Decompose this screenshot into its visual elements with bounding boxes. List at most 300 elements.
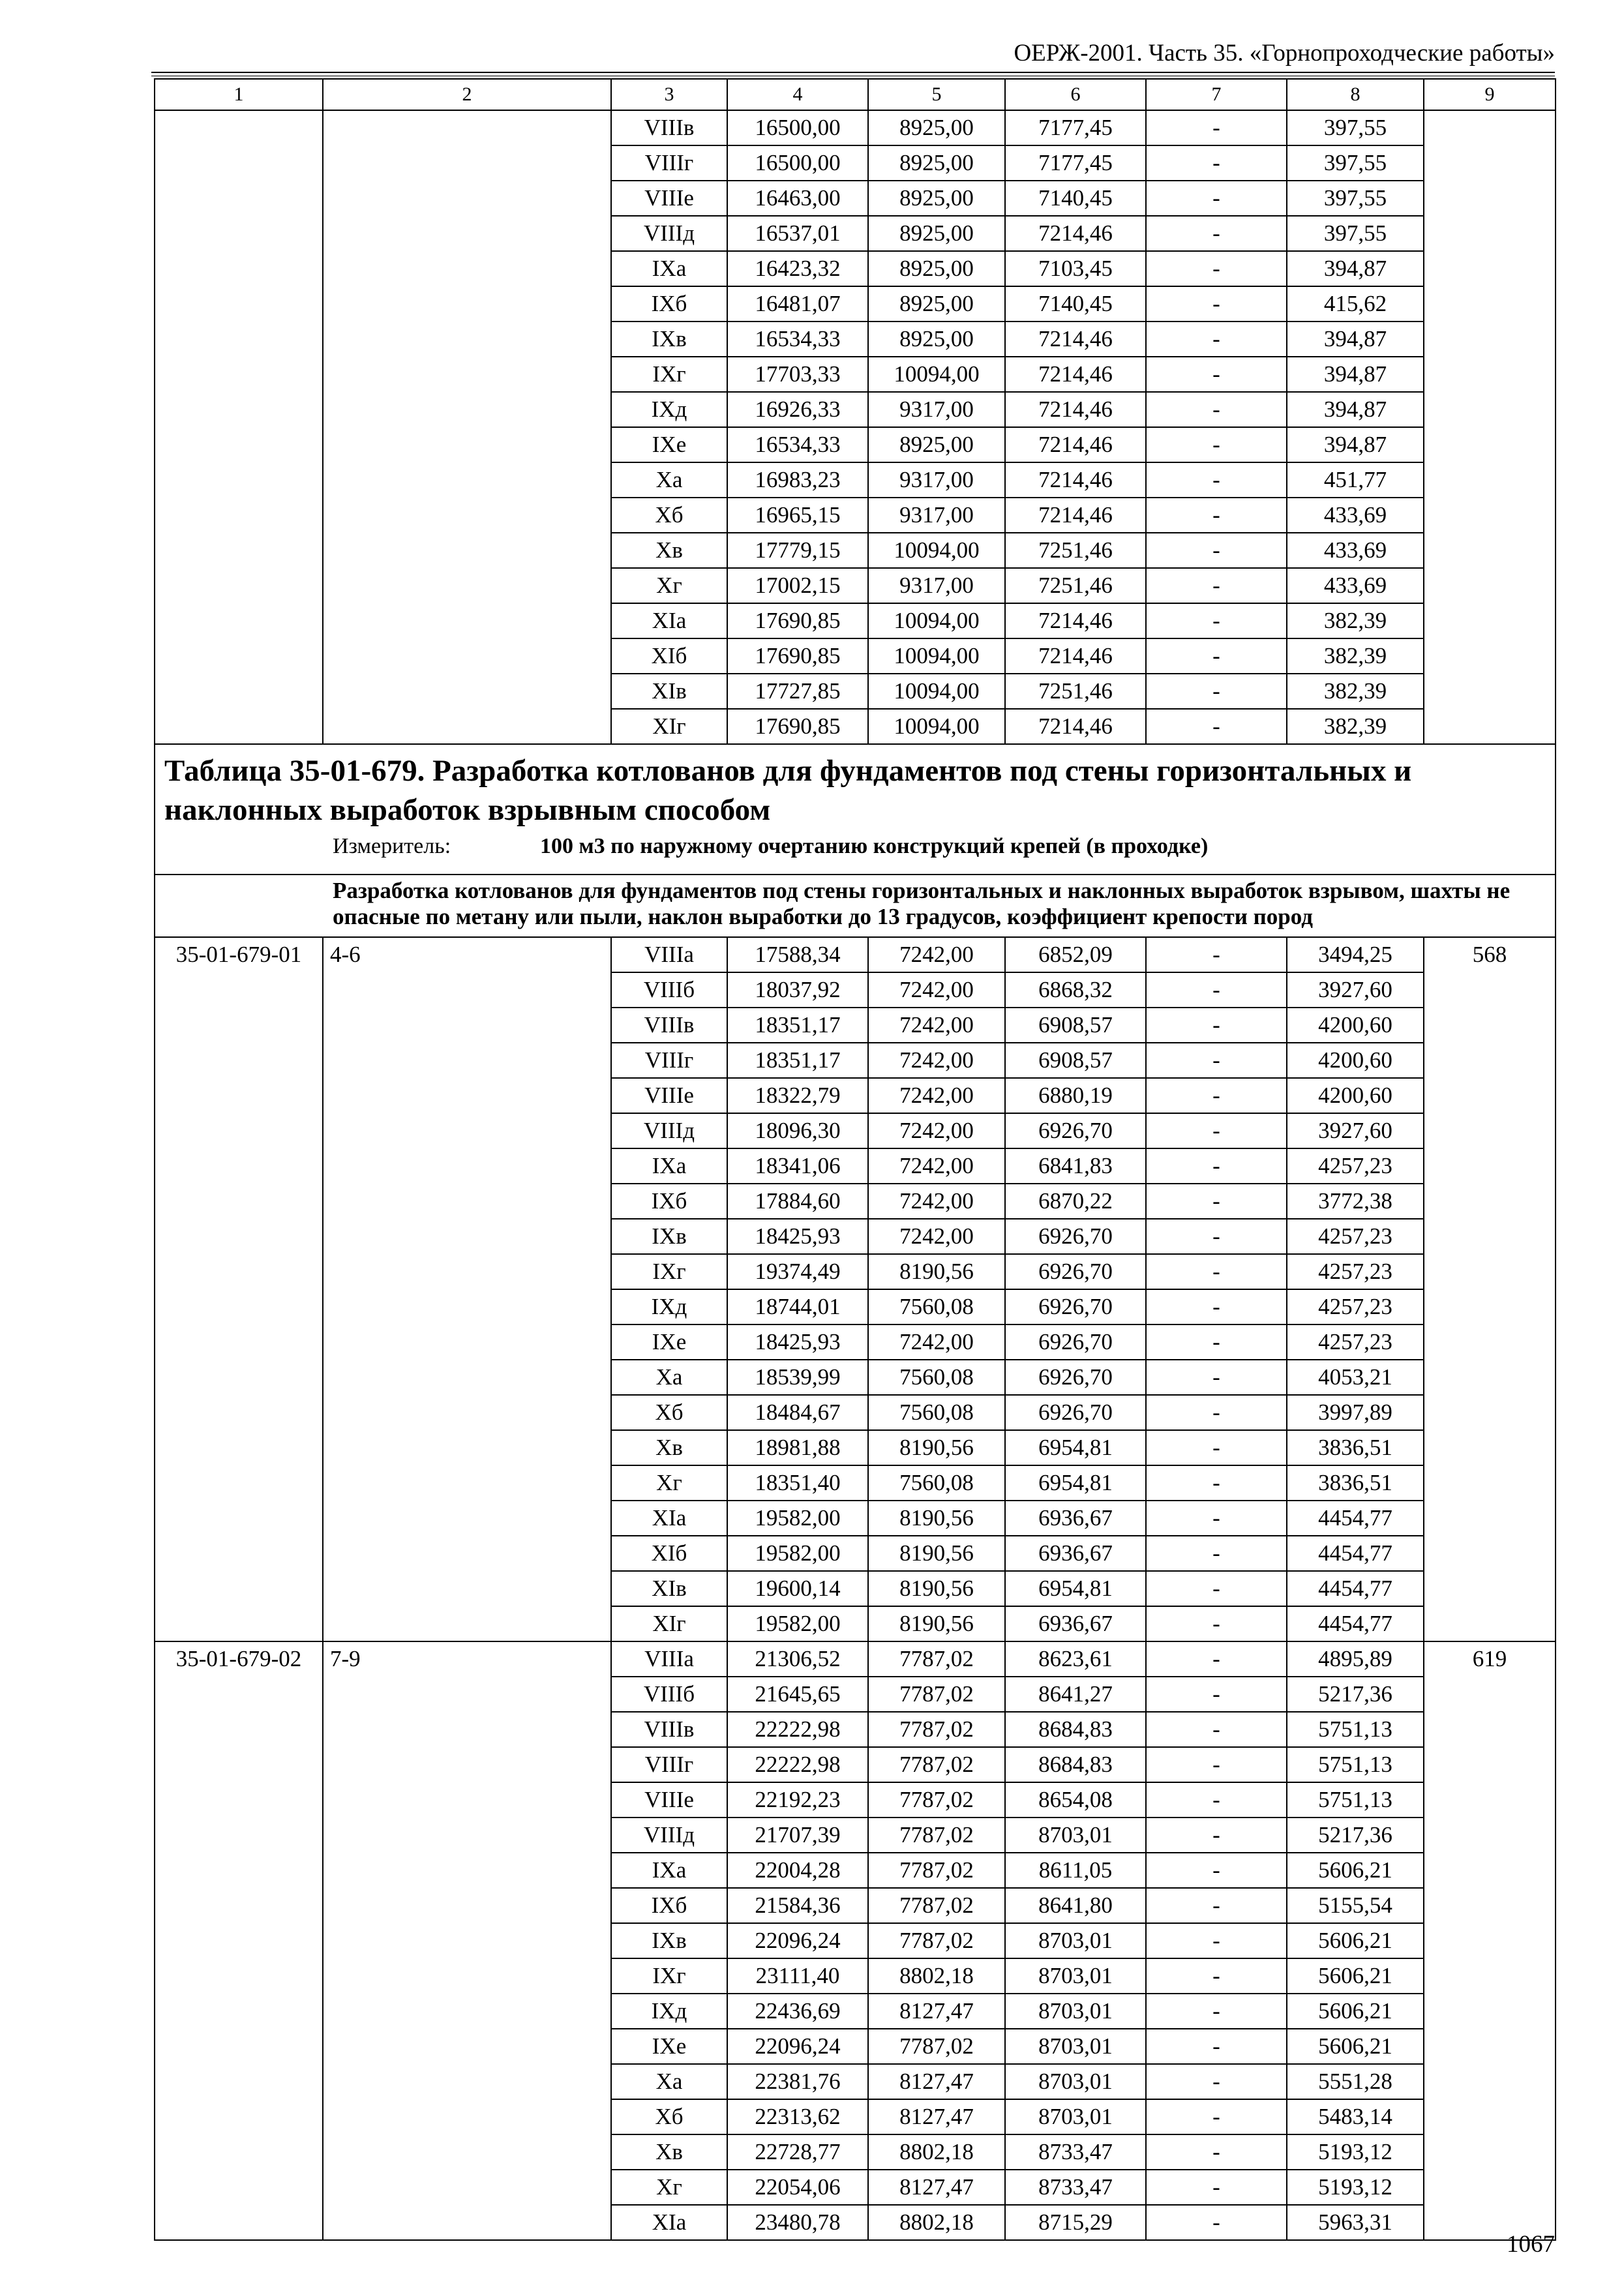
value-cell: 7242,00 xyxy=(868,1219,1005,1254)
value-cell: - xyxy=(1146,1078,1287,1113)
column-number-cell: 7 xyxy=(1146,79,1287,110)
value-cell: - xyxy=(1146,2134,1287,2170)
value-cell: 4257,23 xyxy=(1287,1254,1424,1289)
value-cell: 3997,89 xyxy=(1287,1395,1424,1430)
page-number: 1067 xyxy=(1507,2231,1555,2258)
value-cell: 451,77 xyxy=(1287,462,1424,498)
rock-category-cell: IXе xyxy=(611,427,727,462)
value-cell: - xyxy=(1146,2029,1287,2064)
value-cell: 5217,36 xyxy=(1287,1818,1424,1853)
column-number-cell: 1 xyxy=(155,79,323,110)
rate-code-cell: 35-01-679-02 xyxy=(155,1641,323,2240)
rock-category-cell: IXг xyxy=(611,357,727,392)
column-number-cell: 2 xyxy=(323,79,611,110)
value-cell: 4454,77 xyxy=(1287,1536,1424,1571)
rock-category-cell: XIв xyxy=(611,1571,727,1606)
rock-category-cell: IXб xyxy=(611,1184,727,1219)
value-cell: 18425,93 xyxy=(727,1219,868,1254)
value-cell: - xyxy=(1146,1043,1287,1078)
rock-category-cell: IXа xyxy=(611,1853,727,1888)
value-cell: - xyxy=(1146,1958,1287,1994)
value-cell: 5963,31 xyxy=(1287,2205,1424,2240)
value-cell: 7214,46 xyxy=(1005,392,1146,427)
value-cell: - xyxy=(1146,216,1287,251)
rock-category-cell: IXа xyxy=(611,251,727,286)
value-cell: 22222,98 xyxy=(727,1747,868,1782)
value-cell: 394,87 xyxy=(1287,357,1424,392)
value-cell: 22313,62 xyxy=(727,2099,868,2134)
column-number-cell: 4 xyxy=(727,79,868,110)
value-cell: - xyxy=(1146,251,1287,286)
value-cell: 6852,09 xyxy=(1005,937,1146,972)
rock-category-cell: VIIIе xyxy=(611,181,727,216)
value-cell: 23480,78 xyxy=(727,2205,868,2240)
value-cell: 3927,60 xyxy=(1287,972,1424,1008)
value-cell: 10094,00 xyxy=(868,533,1005,568)
rock-category-cell: Xб xyxy=(611,1395,727,1430)
value-cell: - xyxy=(1146,1465,1287,1501)
rock-category-cell: Xа xyxy=(611,2064,727,2099)
rock-hardness-range-cell: 7-9 xyxy=(323,1641,611,2240)
value-cell: 18037,92 xyxy=(727,972,868,1008)
rock-category-cell: VIIIб xyxy=(611,1677,727,1712)
value-cell: 7214,46 xyxy=(1005,462,1146,498)
value-cell: 6926,70 xyxy=(1005,1395,1146,1430)
value-cell: 10094,00 xyxy=(868,357,1005,392)
value-cell: 7140,45 xyxy=(1005,286,1146,322)
value-cell: - xyxy=(1146,1994,1287,2029)
value-cell: - xyxy=(1146,286,1287,322)
work-description: Разработка котлованов для фундаментов под стены горизонтальных и наклонных выработок взрывом, шахты не опасные по метану или пыли, наклон выработки до 13 градусов, коэффициент крепости пород xyxy=(155,875,1556,937)
value-cell: 8190,56 xyxy=(868,1606,1005,1641)
value-cell: 17703,33 xyxy=(727,357,868,392)
value-cell: 7787,02 xyxy=(868,1747,1005,1782)
value-cell: - xyxy=(1146,568,1287,603)
rock-category-cell: Xа xyxy=(611,1360,727,1395)
value-cell: 397,55 xyxy=(1287,216,1424,251)
value-cell: 22436,69 xyxy=(727,1994,868,2029)
value-cell: - xyxy=(1146,2170,1287,2205)
value-cell: 5606,21 xyxy=(1287,2029,1424,2064)
value-cell: 7787,02 xyxy=(868,1853,1005,1888)
rates-table-body xyxy=(155,79,1556,2240)
value-cell: 7560,08 xyxy=(868,1360,1005,1395)
rock-category-cell: VIIIг xyxy=(611,1747,727,1782)
value-cell: 17690,85 xyxy=(727,709,868,744)
rock-category-cell: IXб xyxy=(611,1888,727,1923)
table-row xyxy=(155,110,1556,145)
value-cell: 9317,00 xyxy=(868,462,1005,498)
value-cell: - xyxy=(1146,1289,1287,1324)
value-cell: 8654,08 xyxy=(1005,1782,1146,1818)
value-cell: 4200,60 xyxy=(1287,1008,1424,1043)
value-cell: 5751,13 xyxy=(1287,1782,1424,1818)
value-cell: - xyxy=(1146,1184,1287,1219)
value-cell: - xyxy=(1146,2099,1287,2134)
value-cell: - xyxy=(1146,1818,1287,1853)
value-cell: 8925,00 xyxy=(868,216,1005,251)
value-cell: 21645,65 xyxy=(727,1677,868,1712)
value-cell: 16463,00 xyxy=(727,181,868,216)
rock-category-cell: IXд xyxy=(611,1289,727,1324)
value-cell: 22096,24 xyxy=(727,2029,868,2064)
value-cell: 6954,81 xyxy=(1005,1430,1146,1465)
rock-hardness-range-cell: 4-6 xyxy=(323,937,611,1641)
value-cell: 16926,33 xyxy=(727,392,868,427)
value-cell: 4454,77 xyxy=(1287,1501,1424,1536)
continuation-code-cell xyxy=(155,110,323,744)
value-cell: 22096,24 xyxy=(727,1923,868,1958)
value-cell: 16965,15 xyxy=(727,498,868,533)
meter-line xyxy=(164,832,1546,861)
value-cell: 8190,56 xyxy=(868,1254,1005,1289)
value-cell: 22222,98 xyxy=(727,1712,868,1747)
value-cell: 7242,00 xyxy=(868,1184,1005,1219)
value-cell: 6936,67 xyxy=(1005,1536,1146,1571)
value-cell: 8802,18 xyxy=(868,2134,1005,2170)
rock-category-cell: XIб xyxy=(611,638,727,674)
value-cell: 7560,08 xyxy=(868,1289,1005,1324)
value-cell: 4200,60 xyxy=(1287,1043,1424,1078)
rock-category-cell: VIIIв xyxy=(611,1008,727,1043)
value-cell: 415,62 xyxy=(1287,286,1424,322)
value-cell: 433,69 xyxy=(1287,568,1424,603)
value-cell: - xyxy=(1146,638,1287,674)
value-cell: 3772,38 xyxy=(1287,1184,1424,1219)
rock-category-cell: Xб xyxy=(611,2099,727,2134)
value-cell: - xyxy=(1146,603,1287,638)
value-cell: 7214,46 xyxy=(1005,427,1146,462)
rock-category-cell: XIв xyxy=(611,674,727,709)
value-cell: 394,87 xyxy=(1287,427,1424,462)
value-cell: 19374,49 xyxy=(727,1254,868,1289)
value-cell: 8190,56 xyxy=(868,1501,1005,1536)
value-cell: 7242,00 xyxy=(868,1078,1005,1113)
column-number-cell: 8 xyxy=(1287,79,1424,110)
table-title: Таблица 35-01-679. Разработка котлованов для фундаментов под стены горизонтальных и наклонных выработок взрывным способом xyxy=(164,754,1412,827)
value-cell: 6880,19 xyxy=(1005,1078,1146,1113)
value-cell: 8190,56 xyxy=(868,1430,1005,1465)
value-cell: - xyxy=(1146,709,1287,744)
value-cell: - xyxy=(1146,2064,1287,2099)
value-cell: - xyxy=(1146,498,1287,533)
value-cell: 7251,46 xyxy=(1005,674,1146,709)
value-cell: 10094,00 xyxy=(868,674,1005,709)
value-cell: - xyxy=(1146,533,1287,568)
value-cell: 433,69 xyxy=(1287,498,1424,533)
rock-category-cell: XIа xyxy=(611,2205,727,2240)
rock-category-cell: IXе xyxy=(611,1324,727,1360)
value-cell: 23111,40 xyxy=(727,1958,868,1994)
value-cell: - xyxy=(1146,937,1287,972)
table-title-block xyxy=(155,744,1556,875)
value-cell: 6908,57 xyxy=(1005,1043,1146,1078)
value-cell: 16500,00 xyxy=(727,110,868,145)
value-cell: 5751,13 xyxy=(1287,1747,1424,1782)
value-cell: 6926,70 xyxy=(1005,1219,1146,1254)
column-number-cell: 3 xyxy=(611,79,727,110)
value-cell: 7787,02 xyxy=(868,1641,1005,1677)
value-cell: 17884,60 xyxy=(727,1184,868,1219)
value-cell: 7214,46 xyxy=(1005,603,1146,638)
rock-category-cell: Xг xyxy=(611,568,727,603)
value-cell: 5606,21 xyxy=(1287,1853,1424,1888)
value-cell: 16534,33 xyxy=(727,427,868,462)
meter-label: Измеритель: xyxy=(333,834,451,858)
value-cell: - xyxy=(1146,1324,1287,1360)
rock-category-cell: IXв xyxy=(611,1923,727,1958)
value-cell: 4200,60 xyxy=(1287,1078,1424,1113)
value-cell: 21584,36 xyxy=(727,1888,868,1923)
value-cell: - xyxy=(1146,2205,1287,2240)
rock-category-cell: Xг xyxy=(611,2170,727,2205)
value-cell: 8703,01 xyxy=(1005,1958,1146,1994)
value-cell: 7560,08 xyxy=(868,1465,1005,1501)
value-cell: 397,55 xyxy=(1287,181,1424,216)
value-cell: - xyxy=(1146,427,1287,462)
value-cell: 7177,45 xyxy=(1005,110,1146,145)
value-cell: - xyxy=(1146,1148,1287,1184)
value-cell: 8703,01 xyxy=(1005,1818,1146,1853)
rock-category-cell: IXе xyxy=(611,2029,727,2064)
value-cell: 19582,00 xyxy=(727,1501,868,1536)
rock-category-cell: IXг xyxy=(611,1958,727,1994)
value-cell: 8733,47 xyxy=(1005,2170,1146,2205)
value-cell: - xyxy=(1146,674,1287,709)
table-row xyxy=(155,937,1556,972)
value-cell: 5483,14 xyxy=(1287,2099,1424,2134)
value-cell: 397,55 xyxy=(1287,145,1424,181)
value-cell: 4895,89 xyxy=(1287,1641,1424,1677)
description-row xyxy=(155,875,1556,937)
rock-category-cell: Xа xyxy=(611,462,727,498)
column-number-cell: 6 xyxy=(1005,79,1146,110)
value-cell: 5155,54 xyxy=(1287,1888,1424,1923)
value-cell: 8641,27 xyxy=(1005,1677,1146,1712)
value-cell: 22192,23 xyxy=(727,1782,868,1818)
value-cell: - xyxy=(1146,181,1287,216)
value-cell: 7787,02 xyxy=(868,1923,1005,1958)
value-cell: 18981,88 xyxy=(727,1430,868,1465)
value-cell: 9317,00 xyxy=(868,568,1005,603)
value-cell: 3494,25 xyxy=(1287,937,1424,972)
rock-category-cell: XIа xyxy=(611,1501,727,1536)
value-cell: - xyxy=(1146,1571,1287,1606)
value-cell: - xyxy=(1146,1430,1287,1465)
column-number-row xyxy=(155,79,1556,110)
col9-value-cell: 619 xyxy=(1424,1641,1556,2240)
rock-category-cell: VIIIа xyxy=(611,1641,727,1677)
rates-table xyxy=(154,78,1556,2241)
rock-category-cell: Xв xyxy=(611,1430,727,1465)
value-cell: - xyxy=(1146,1536,1287,1571)
value-cell: 18744,01 xyxy=(727,1289,868,1324)
value-cell: 8127,47 xyxy=(868,2170,1005,2205)
value-cell: 8733,47 xyxy=(1005,2134,1146,2170)
value-cell: 6926,70 xyxy=(1005,1324,1146,1360)
rock-category-cell: VIIIе xyxy=(611,1078,727,1113)
value-cell: 6954,81 xyxy=(1005,1571,1146,1606)
value-cell: 5606,21 xyxy=(1287,1958,1424,1994)
value-cell: 8715,29 xyxy=(1005,2205,1146,2240)
value-cell: 5606,21 xyxy=(1287,1994,1424,2029)
value-cell: 22004,28 xyxy=(727,1853,868,1888)
value-cell: 8925,00 xyxy=(868,145,1005,181)
rock-category-cell: VIIIб xyxy=(611,972,727,1008)
value-cell: 17779,15 xyxy=(727,533,868,568)
value-cell: 8925,00 xyxy=(868,286,1005,322)
rock-category-cell: IXв xyxy=(611,322,727,357)
value-cell: 5193,12 xyxy=(1287,2134,1424,2170)
value-cell: 18351,17 xyxy=(727,1043,868,1078)
value-cell: - xyxy=(1146,1606,1287,1641)
value-cell: - xyxy=(1146,1677,1287,1712)
value-cell: 8641,80 xyxy=(1005,1888,1146,1923)
value-cell: 17690,85 xyxy=(727,603,868,638)
column-number-cell: 9 xyxy=(1424,79,1556,110)
value-cell: 8925,00 xyxy=(868,181,1005,216)
value-cell: 8703,01 xyxy=(1005,2064,1146,2099)
value-cell: - xyxy=(1146,1888,1287,1923)
value-cell: 7103,45 xyxy=(1005,251,1146,286)
continuation-range-cell xyxy=(323,110,611,744)
value-cell: 394,87 xyxy=(1287,251,1424,286)
value-cell: 19600,14 xyxy=(727,1571,868,1606)
value-cell: 7214,46 xyxy=(1005,216,1146,251)
rock-category-cell: VIIIг xyxy=(611,145,727,181)
value-cell: - xyxy=(1146,1923,1287,1958)
rock-category-cell: IXв xyxy=(611,1219,727,1254)
value-cell: - xyxy=(1146,392,1287,427)
value-cell: 6841,83 xyxy=(1005,1148,1146,1184)
value-cell: 6926,70 xyxy=(1005,1360,1146,1395)
value-cell: 8703,01 xyxy=(1005,1923,1146,1958)
value-cell: 8802,18 xyxy=(868,1958,1005,1994)
value-cell: 7214,46 xyxy=(1005,709,1146,744)
value-cell: 8802,18 xyxy=(868,2205,1005,2240)
value-cell: 5606,21 xyxy=(1287,1923,1424,1958)
table-title-row xyxy=(155,744,1556,875)
value-cell: 3836,51 xyxy=(1287,1430,1424,1465)
running-header: ОЕРЖ-2001. Часть 35. «Горнопроходческие работы» xyxy=(1014,40,1555,67)
value-cell: 6926,70 xyxy=(1005,1254,1146,1289)
rock-category-cell: XIб xyxy=(611,1536,727,1571)
rock-category-cell: IXд xyxy=(611,392,727,427)
value-cell: 7787,02 xyxy=(868,1712,1005,1747)
rock-category-cell: VIIIд xyxy=(611,216,727,251)
value-cell: 8611,05 xyxy=(1005,1853,1146,1888)
value-cell: 7251,46 xyxy=(1005,568,1146,603)
value-cell: 382,39 xyxy=(1287,674,1424,709)
value-cell: 7242,00 xyxy=(868,1043,1005,1078)
value-cell: - xyxy=(1146,1219,1287,1254)
value-cell: - xyxy=(1146,1747,1287,1782)
value-cell: 7560,08 xyxy=(868,1395,1005,1430)
value-cell: 3927,60 xyxy=(1287,1113,1424,1148)
value-cell: 22381,76 xyxy=(727,2064,868,2099)
value-cell: 18484,67 xyxy=(727,1395,868,1430)
value-cell: - xyxy=(1146,1782,1287,1818)
value-cell: 19582,00 xyxy=(727,1536,868,1571)
value-cell: - xyxy=(1146,145,1287,181)
value-cell: 8190,56 xyxy=(868,1536,1005,1571)
value-cell: 16423,32 xyxy=(727,251,868,286)
value-cell: 19582,00 xyxy=(727,1606,868,1641)
rock-category-cell: VIIIв xyxy=(611,110,727,145)
value-cell: - xyxy=(1146,1008,1287,1043)
value-cell: - xyxy=(1146,1360,1287,1395)
value-cell: 6870,22 xyxy=(1005,1184,1146,1219)
value-cell: 7787,02 xyxy=(868,1818,1005,1853)
value-cell: 18096,30 xyxy=(727,1113,868,1148)
value-cell: 7214,46 xyxy=(1005,357,1146,392)
value-cell: 8925,00 xyxy=(868,322,1005,357)
value-cell: 8127,47 xyxy=(868,2064,1005,2099)
value-cell: 7214,46 xyxy=(1005,498,1146,533)
value-cell: - xyxy=(1146,972,1287,1008)
value-cell: 16481,07 xyxy=(727,286,868,322)
value-cell: 382,39 xyxy=(1287,638,1424,674)
value-cell: 18322,79 xyxy=(727,1078,868,1113)
value-cell: 5751,13 xyxy=(1287,1712,1424,1747)
value-cell: 8703,01 xyxy=(1005,2029,1146,2064)
value-cell: 10094,00 xyxy=(868,638,1005,674)
rock-category-cell: IXг xyxy=(611,1254,727,1289)
value-cell: 8127,47 xyxy=(868,2099,1005,2134)
value-cell: 17588,34 xyxy=(727,937,868,972)
value-cell: 7214,46 xyxy=(1005,322,1146,357)
meter-value: 100 м3 по наружному очертанию конструкций крепей (в проходке) xyxy=(540,834,1209,858)
value-cell: 21707,39 xyxy=(727,1818,868,1853)
value-cell: 16983,23 xyxy=(727,462,868,498)
value-cell: 7787,02 xyxy=(868,1677,1005,1712)
value-cell: 7177,45 xyxy=(1005,145,1146,181)
value-cell: 8925,00 xyxy=(868,427,1005,462)
value-cell: 7242,00 xyxy=(868,1008,1005,1043)
rock-category-cell: IXд xyxy=(611,1994,727,2029)
value-cell: 6908,57 xyxy=(1005,1008,1146,1043)
value-cell: 394,87 xyxy=(1287,392,1424,427)
value-cell: - xyxy=(1146,357,1287,392)
value-cell: 4053,21 xyxy=(1287,1360,1424,1395)
value-cell: 6868,32 xyxy=(1005,972,1146,1008)
value-cell: 9317,00 xyxy=(868,498,1005,533)
rock-category-cell: VIIIе xyxy=(611,1782,727,1818)
column-number-cell: 5 xyxy=(868,79,1005,110)
value-cell: - xyxy=(1146,1853,1287,1888)
value-cell: 18351,40 xyxy=(727,1465,868,1501)
value-cell: - xyxy=(1146,1501,1287,1536)
value-cell: 7140,45 xyxy=(1005,181,1146,216)
continuation-col9-cell xyxy=(1424,110,1556,744)
value-cell: 7242,00 xyxy=(868,972,1005,1008)
value-cell: - xyxy=(1146,322,1287,357)
value-cell: 6926,70 xyxy=(1005,1113,1146,1148)
value-cell: - xyxy=(1146,1641,1287,1677)
value-cell: 22054,06 xyxy=(727,2170,868,2205)
rock-category-cell: Xг xyxy=(611,1465,727,1501)
value-cell: 8703,01 xyxy=(1005,1994,1146,2029)
value-cell: 17690,85 xyxy=(727,638,868,674)
value-cell: 10094,00 xyxy=(868,603,1005,638)
value-cell: 7251,46 xyxy=(1005,533,1146,568)
value-cell: 4454,77 xyxy=(1287,1571,1424,1606)
value-cell: - xyxy=(1146,110,1287,145)
value-cell: 8925,00 xyxy=(868,251,1005,286)
value-cell: 7787,02 xyxy=(868,1782,1005,1818)
value-cell: 7242,00 xyxy=(868,1324,1005,1360)
rock-category-cell: XIа xyxy=(611,603,727,638)
